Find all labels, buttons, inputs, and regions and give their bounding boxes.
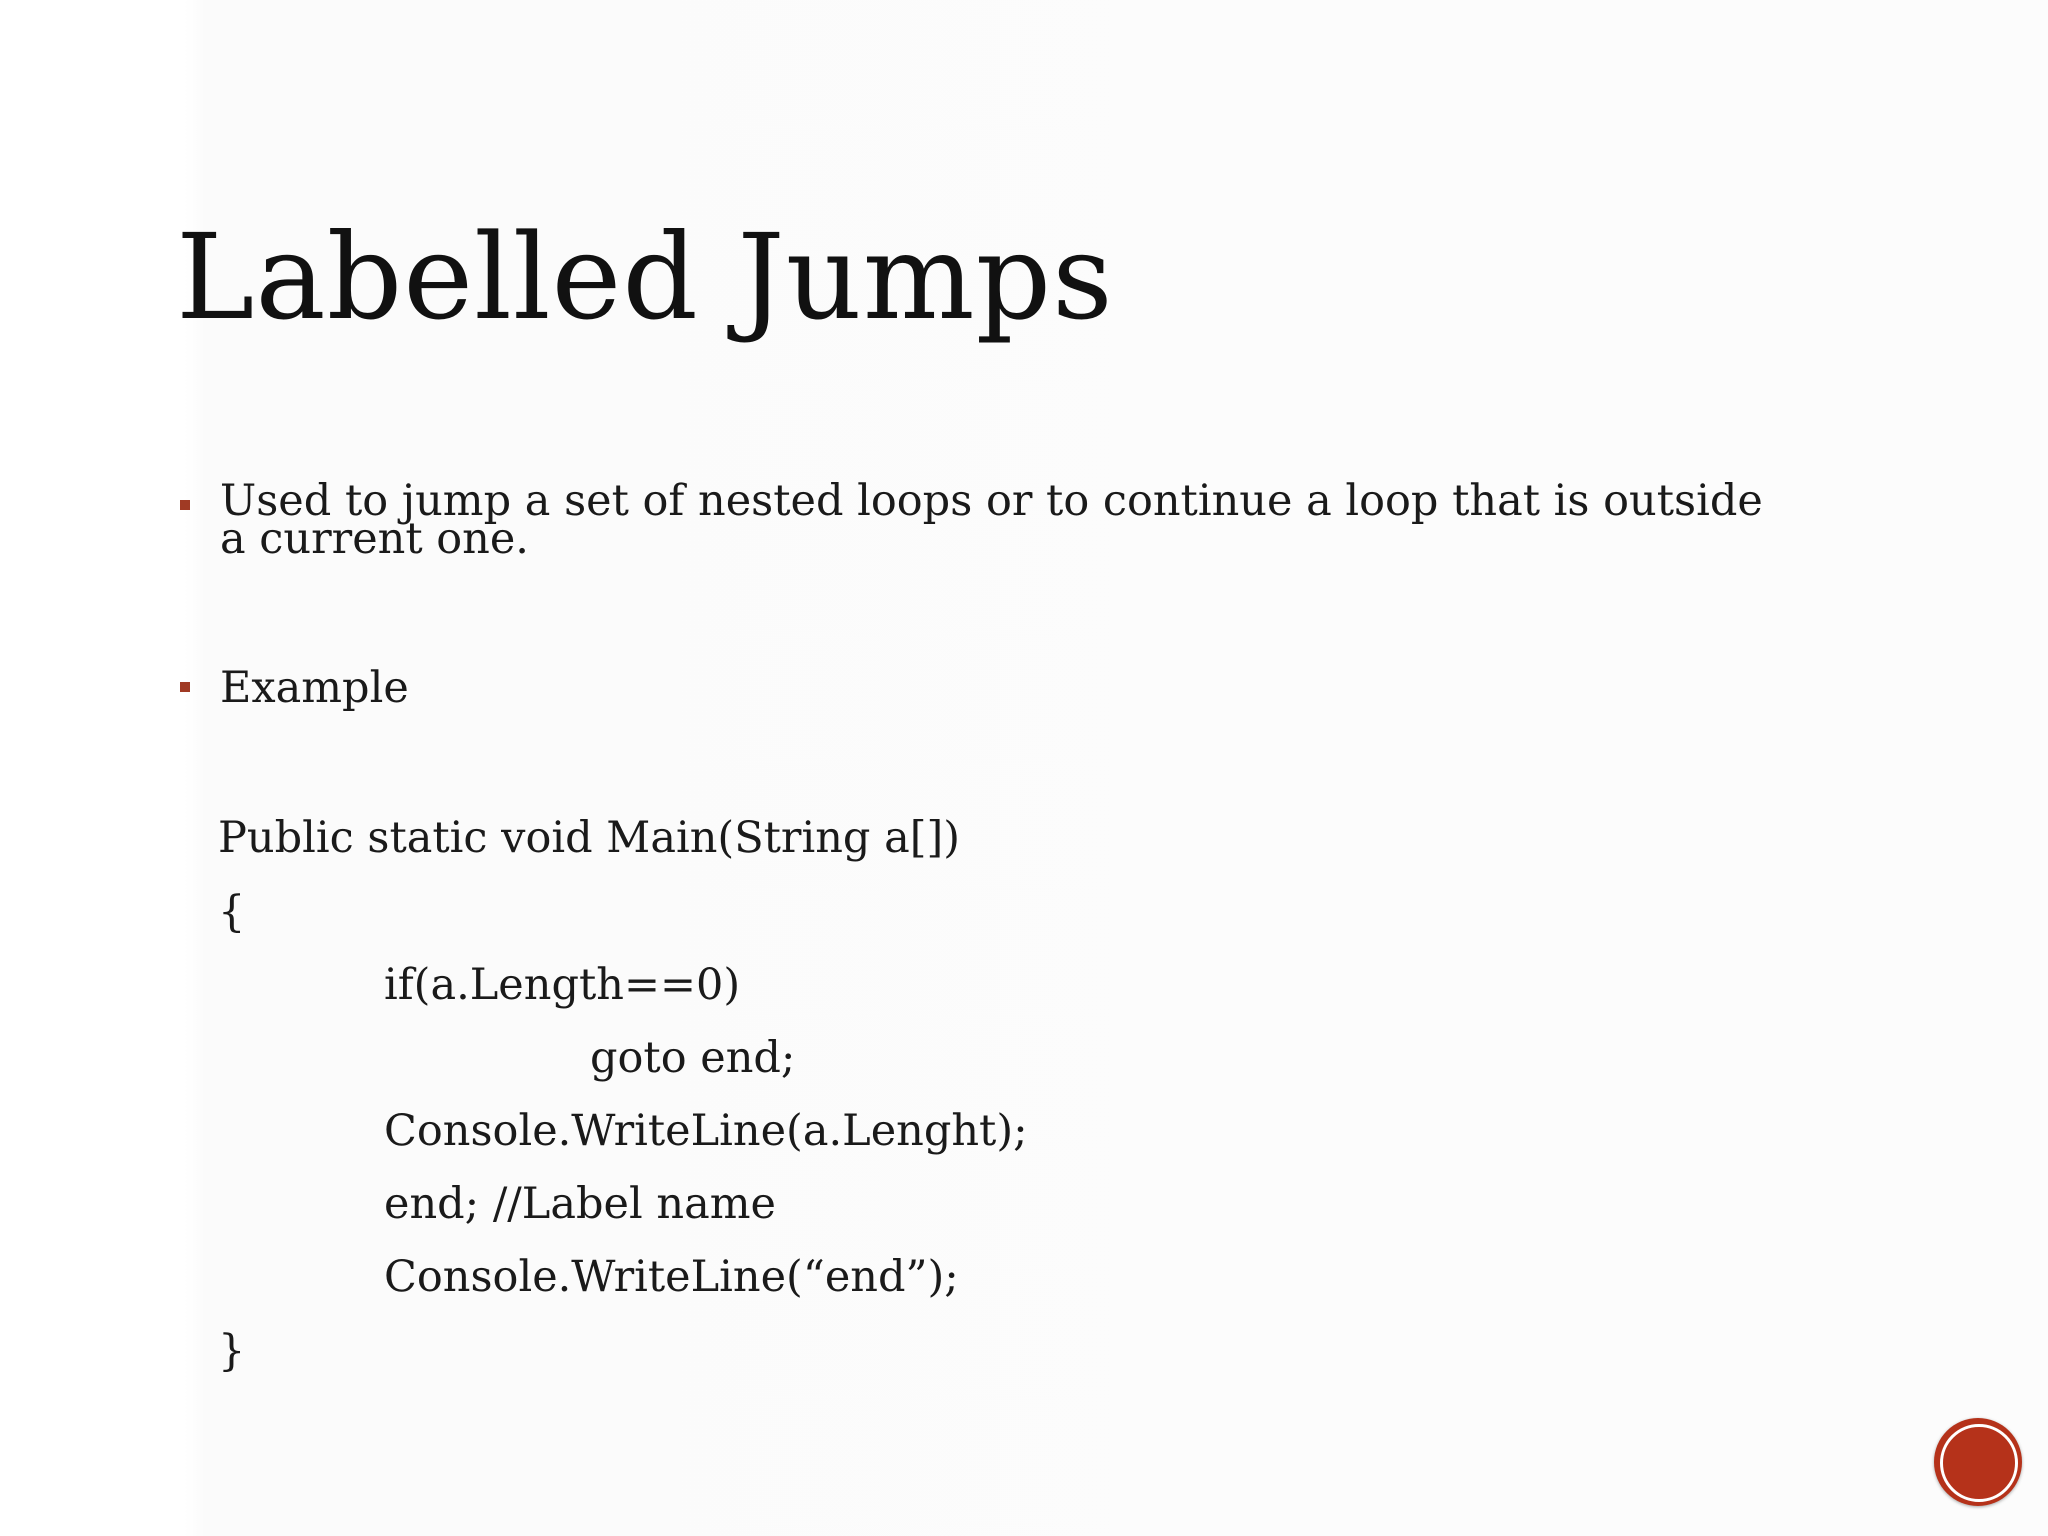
bullet-square-icon — [180, 500, 190, 510]
bullet-square-icon — [180, 682, 190, 692]
code-line: Console.WriteLine(a.Lenght); — [384, 1106, 1028, 1156]
slide-nav-button[interactable] — [1934, 1418, 2022, 1506]
code-line: if(a.Length==0) — [384, 960, 741, 1010]
bullet-text: Example — [220, 663, 409, 713]
code-line: } — [218, 1326, 246, 1376]
code-line: Console.WriteLine(“end”); — [384, 1252, 959, 1302]
code-line: { — [218, 887, 246, 937]
code-line: Public static void Main(String a[]) — [218, 813, 961, 863]
slide-title: Labelled Jumps — [176, 208, 1114, 346]
code-line: goto end; — [590, 1033, 796, 1083]
code-line: end; //Label name — [384, 1179, 776, 1229]
bullet-text: Used to jump a set of nested loops or to continue a loop that is outside a current one. — [220, 476, 1763, 564]
circle-button-icon — [1940, 1424, 2018, 1502]
